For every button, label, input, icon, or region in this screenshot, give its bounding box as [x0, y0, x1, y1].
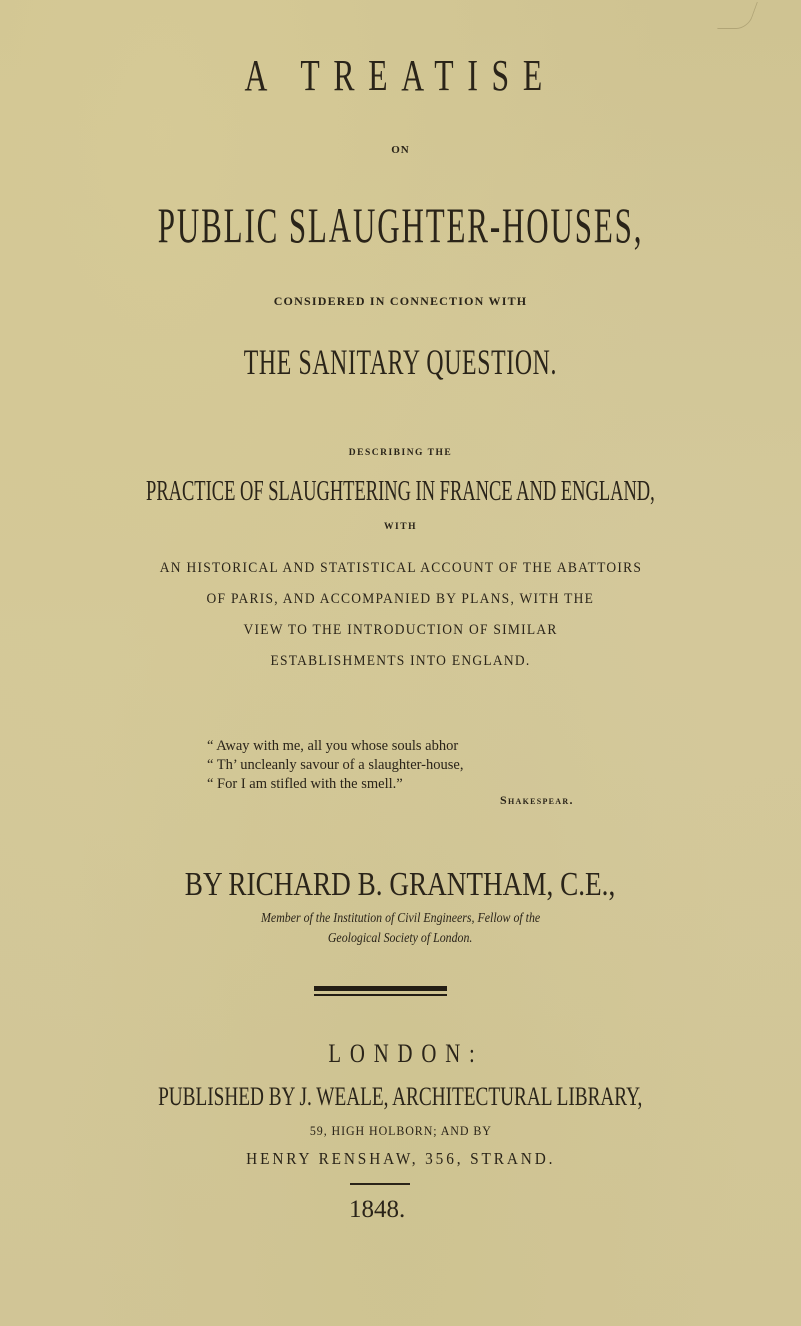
- author-affiliation: [0, 929, 801, 947]
- year-rule-divider: [350, 1183, 410, 1185]
- account-line: [0, 651, 801, 671]
- account-line: [0, 558, 801, 578]
- account-line-text: ESTABLISHMENTS INTO ENGLAND.: [270, 653, 531, 669]
- title-line-public-slaughter-houses: [0, 198, 801, 252]
- author-byline-text: BY RICHARD B. GRANTHAM, C.E.,: [185, 866, 616, 903]
- subtitle-main: [0, 476, 801, 508]
- account-line-text: VIEW TO THE INTRODUCTION OF SIMILAR: [243, 622, 558, 638]
- account-line-text: AN HISTORICAL AND STATISTICAL ACCOUNT OF THE ABATTOIRS: [159, 560, 642, 576]
- account-line: [0, 589, 801, 609]
- account-line-text: OF PARIS, AND ACCOMPANIED BY PLANS, WITH THE: [206, 591, 595, 607]
- title-connector-on: ON: [391, 144, 410, 156]
- rule-thick: [314, 986, 447, 991]
- subtitle-with: WITH: [384, 522, 417, 532]
- imprint-publisher: [0, 1082, 801, 1112]
- imprint-second-publisher-text: HENRY RENSHAW, 356, STRAND.: [245, 1149, 556, 1168]
- imprint-address-text: 59, HIGH HOLBORN; AND BY: [309, 1123, 492, 1138]
- author-affiliation: [0, 909, 801, 927]
- title-connector-considered: CONSIDERED IN CONNECTION WITH: [273, 294, 528, 308]
- imprint-publisher-text: PUBLISHED BY J. WEALE, ARCHITECTURAL LIBRARY,: [158, 1082, 643, 1111]
- double-rule-divider: [314, 986, 447, 997]
- title-public-text: PUBLIC SLAUGHTER-HOUSES,: [157, 197, 644, 253]
- epigraph-attribution: Shakespear.: [500, 793, 574, 807]
- title-line-treatise: [0, 52, 801, 100]
- epigraph-line: “ Away with me, all you whose souls abhor: [207, 738, 459, 754]
- title-line-sanitary-question: [0, 342, 801, 382]
- account-line: [0, 620, 801, 640]
- author-affiliation-text: Member of the Institution of Civil Engineers, Fellow of the: [260, 910, 541, 925]
- imprint-city-text: LONDON:: [327, 1039, 484, 1068]
- imprint-address: [0, 1122, 801, 1140]
- author-byline: [0, 866, 801, 904]
- title-sanitary-text: THE SANITARY QUESTION.: [243, 342, 558, 382]
- imprint-second-publisher: [0, 1148, 801, 1170]
- subtitle-intro: DESCRIBING THE: [348, 448, 453, 458]
- imprint-city: [0, 1039, 801, 1069]
- imprint-year: 1848.: [349, 1196, 406, 1223]
- subtitle-main-text: PRACTICE OF SLAUGHTERING IN FRANCE AND ENGLAND,: [146, 476, 655, 507]
- epigraph-line: “ Th’ uncleanly savour of a slaughter-house,: [207, 757, 464, 773]
- author-affiliation-text: Geological Society of London.: [328, 930, 473, 945]
- pencil-annotation-mark: [717, 2, 758, 29]
- title-treatise-text: A TREATISE: [244, 51, 557, 100]
- rule-thin: [314, 994, 447, 996]
- epigraph-line: “ For I am stifled with the smell.”: [207, 776, 403, 792]
